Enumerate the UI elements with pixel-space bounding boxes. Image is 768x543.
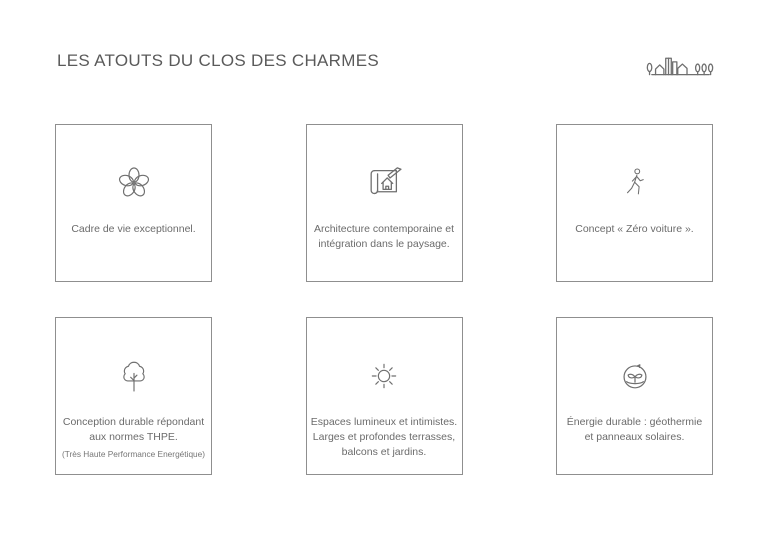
card-text-line: intégration dans le paysage. [318,238,450,250]
sun-icon [307,352,462,400]
card-text-line: Concept « Zéro voiture ». [575,223,694,235]
card-text-line: balcons et jardins. [341,446,427,458]
card-text-line: aux normes THPE. [89,431,178,443]
card-text-line: Larges et profondes terrasses, [312,431,456,443]
card-text-line: et panneaux solaires. [584,431,685,443]
flower-icon [56,159,211,207]
card-architecture [306,124,463,282]
card-text [58,415,209,462]
card-zero-car [556,124,713,282]
card-fine-print: (Très Haute Performance Energétique) [61,449,206,459]
card-text-line: Cadre de vie exceptionnel. [71,223,196,235]
card-text [559,222,710,237]
card-text [559,415,710,445]
card-durable-design [55,317,212,475]
card-energy [556,317,713,475]
card-text [309,222,460,252]
renewable-energy-icon [557,352,712,400]
card-light-spaces [306,317,463,475]
pedestrian-icon [557,159,712,207]
card-text-line: Conception durable répondant [62,416,205,428]
card-text-line: Architecture contemporaine et [313,223,455,235]
card-text [309,415,460,460]
card-quality-of-life [55,124,212,282]
page-header [57,51,718,82]
card-text-line: Énergie durable : géothermie [566,416,703,428]
village-skyline-icon [644,52,718,82]
page-title: LES ATOUTS DU CLOS DES CHARMES [57,51,379,70]
tree-icon [56,352,211,400]
card-text-line: Espaces lumineux et intimistes. [310,416,458,428]
blueprint-icon [307,159,462,207]
card-text [58,222,209,237]
feature-cards-grid [55,124,713,475]
